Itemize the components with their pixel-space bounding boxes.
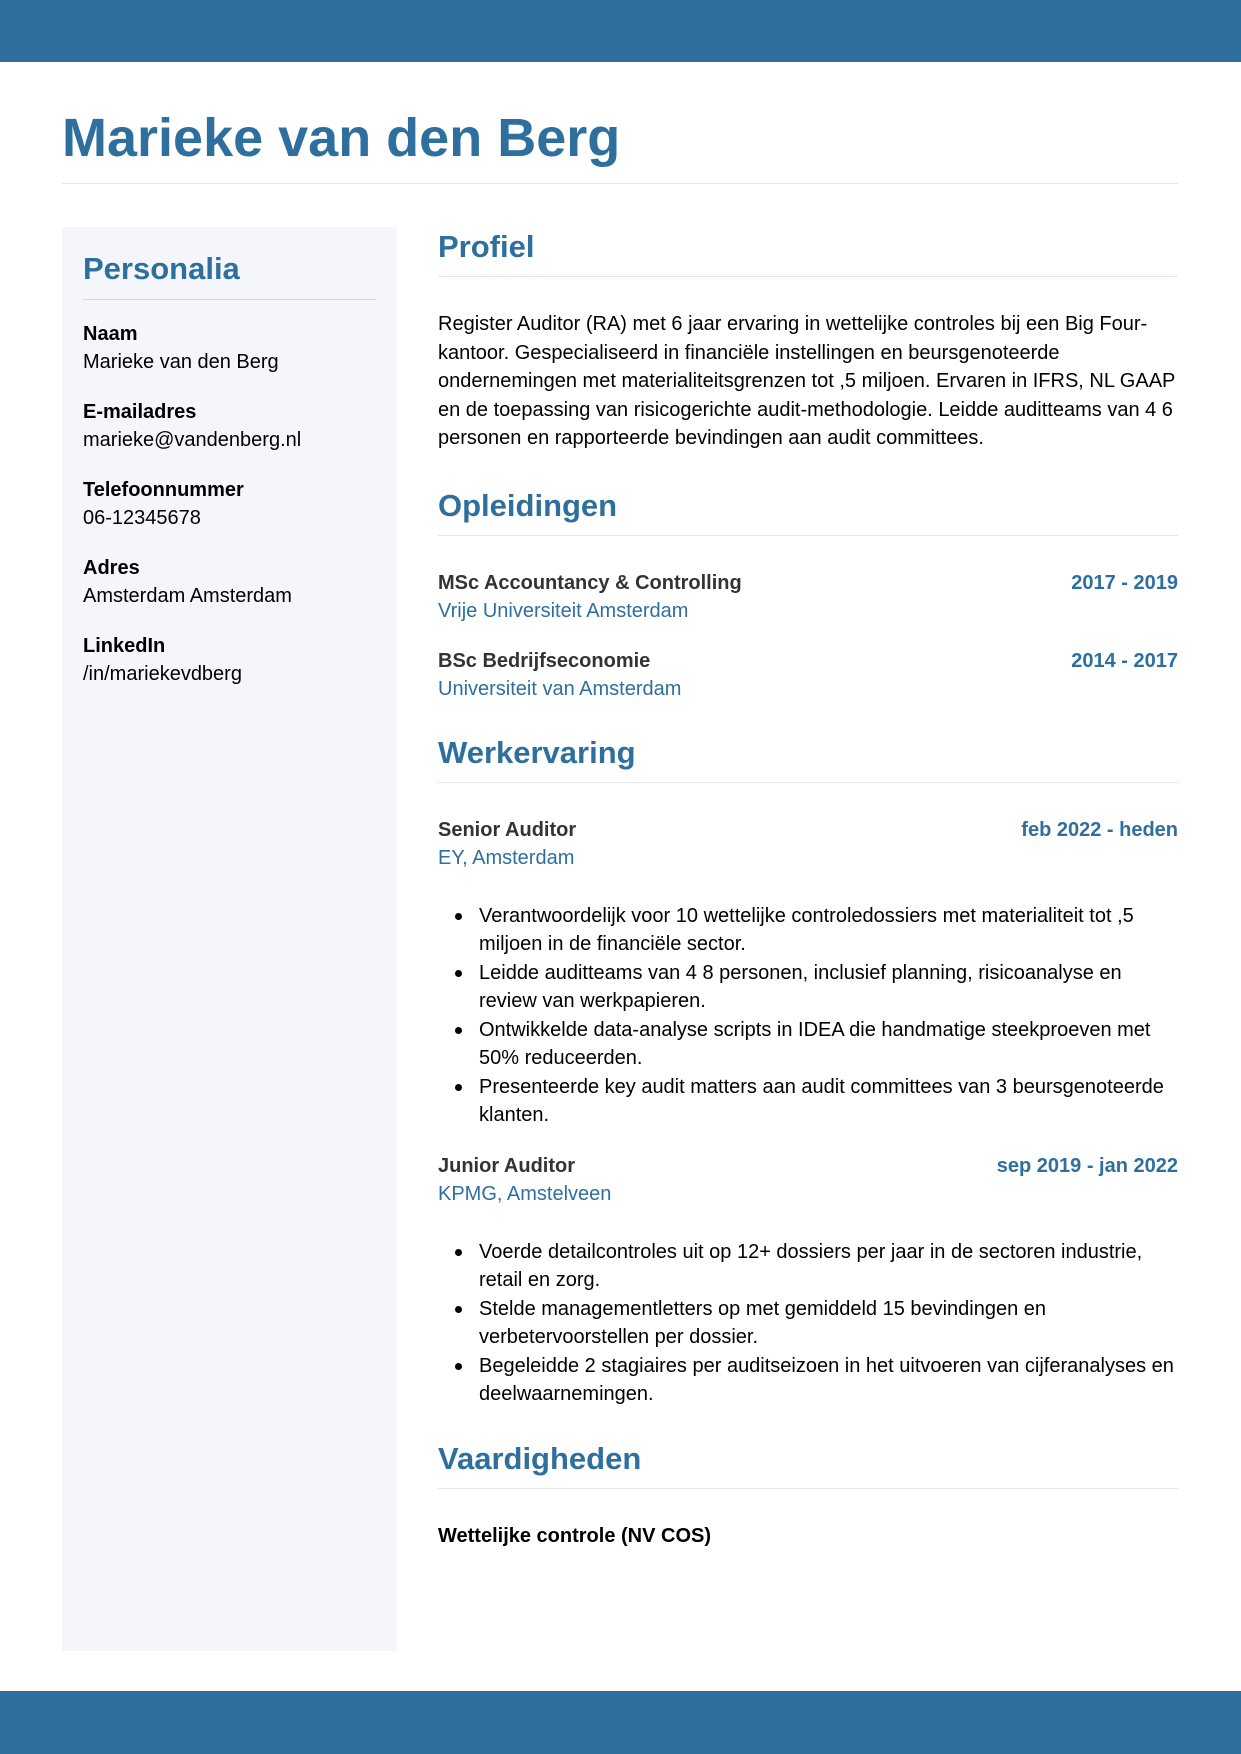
- personalia-value: /in/mariekevdberg: [83, 663, 242, 685]
- degree-dates: 2017 - 2019: [1071, 571, 1178, 594]
- education-list: [438, 569, 1178, 703]
- personalia-label: LinkedIn: [83, 635, 166, 657]
- institution-name: Vrije Universiteit Amsterdam: [438, 599, 689, 622]
- vaardigheden-heading: Vaardigheden: [438, 1440, 642, 1476]
- personalia-item-naam: [83, 320, 383, 376]
- personalia-item-telefoon: [83, 476, 383, 532]
- job-title: Junior Auditor: [438, 1154, 576, 1177]
- job-title: Senior Auditor: [438, 818, 577, 841]
- opleidingen-heading: Opleidingen: [438, 487, 618, 523]
- company-name: EY, Amsterdam: [438, 846, 575, 869]
- personalia-label: E-mailadres: [83, 401, 197, 423]
- bullet-item: Begeleidde 2 stagiaires per auditseizoen in het uitvoeren van cijferanalyses en deelwaarnemingen.: [479, 1352, 1178, 1409]
- page-title: Marieke van den Berg: [62, 108, 621, 168]
- experience-list: [438, 816, 1178, 1409]
- degree-title: MSc Accountancy & Controlling: [438, 571, 742, 594]
- section-divider: [438, 782, 1178, 783]
- title-divider: [62, 183, 1178, 184]
- section-divider: [438, 1488, 1178, 1489]
- skill-item: Wettelijke controle (NV COS): [438, 1524, 712, 1547]
- section-opleidingen: [438, 486, 1178, 703]
- personalia-value: Marieke van den Berg: [83, 351, 279, 373]
- bullet-item: Voerde detailcontroles uit op 12+ dossiers per jaar in de sectoren industrie, retail en zorg.: [479, 1238, 1178, 1295]
- degree-title: BSc Bedrijfseconomie: [438, 649, 651, 672]
- bullet-item: Leidde auditteams van 4 8 personen, inclusief planning, risicoanalyse en review van werkpapieren.: [479, 959, 1178, 1016]
- personalia-list: [83, 320, 383, 710]
- profiel-heading: Profiel: [438, 229, 535, 264]
- sidebar-personalia: [62, 227, 397, 1651]
- main-content: [438, 227, 1178, 1550]
- personalia-value: 06-12345678: [83, 507, 201, 529]
- personalia-value: Amsterdam Amsterdam: [83, 585, 292, 607]
- personalia-heading: Personalia: [83, 251, 240, 286]
- personalia-item-email: [83, 398, 383, 454]
- bullet-item: Ontwikkelde data-analyse scripts in IDEA die handmatige steekproeven met 50% reduceerden.: [479, 1016, 1178, 1073]
- experience-entry: [438, 816, 1178, 1130]
- degree-dates: 2014 - 2017: [1071, 649, 1178, 672]
- section-divider: [438, 535, 1178, 536]
- personalia-item-adres: [83, 554, 383, 610]
- education-entry: [438, 569, 1178, 625]
- job-dates: feb 2022 - heden: [1021, 818, 1178, 841]
- experience-entry: [438, 1152, 1178, 1409]
- footer-bar: [0, 1691, 1241, 1754]
- section-profiel: [438, 227, 1178, 453]
- profile-text: Register Auditor (RA) met 6 jaar ervaring in wettelijke controles bij een Big Four-kantoor. Gespecialiseerd in financiële instellingen en beursgenoteerde ondernemingen met materialiteitsgrenzen tot ,5 miljoen. Ervaren in IFRS, NL GAAP en de toepassing van risicogerichte audit-methodologie. Leidde auditteams van 4 6 personen en rapporteerde bevindingen aan audit committees.: [438, 313, 1176, 449]
- education-entry: [438, 647, 1178, 703]
- bullet-item: Stelde managementletters op met gemiddeld 15 bevindingen en verbetervoorstellen per dossier.: [479, 1295, 1178, 1352]
- personalia-item-linkedin: [83, 632, 383, 688]
- personalia-value: marieke@vandenberg.nl: [83, 429, 302, 451]
- job-bullets: [438, 1238, 1178, 1409]
- section-werkervaring: [438, 733, 1178, 1409]
- section-vaardigheden: [438, 1439, 1178, 1550]
- bullet-item: Presenteerde key audit matters aan audit committees van 3 beursgenoteerde klanten.: [479, 1073, 1178, 1130]
- personalia-divider: [83, 299, 376, 300]
- werkervaring-heading: Werkervaring: [438, 734, 636, 770]
- personalia-label: Naam: [83, 323, 138, 345]
- company-name: KPMG, Amstelveen: [438, 1182, 612, 1205]
- institution-name: Universiteit van Amsterdam: [438, 677, 682, 700]
- bullet-item: Verantwoordelijk voor 10 wettelijke controledossiers met materialiteit tot ,5 miljoen in de financiële sector.: [479, 902, 1178, 959]
- header-bar: [0, 0, 1241, 62]
- job-dates: sep 2019 - jan 2022: [996, 1154, 1178, 1177]
- personalia-label: Telefoonnummer: [83, 479, 244, 501]
- section-divider: [438, 276, 1178, 277]
- job-bullets: [438, 902, 1178, 1130]
- personalia-label: Adres: [83, 557, 140, 579]
